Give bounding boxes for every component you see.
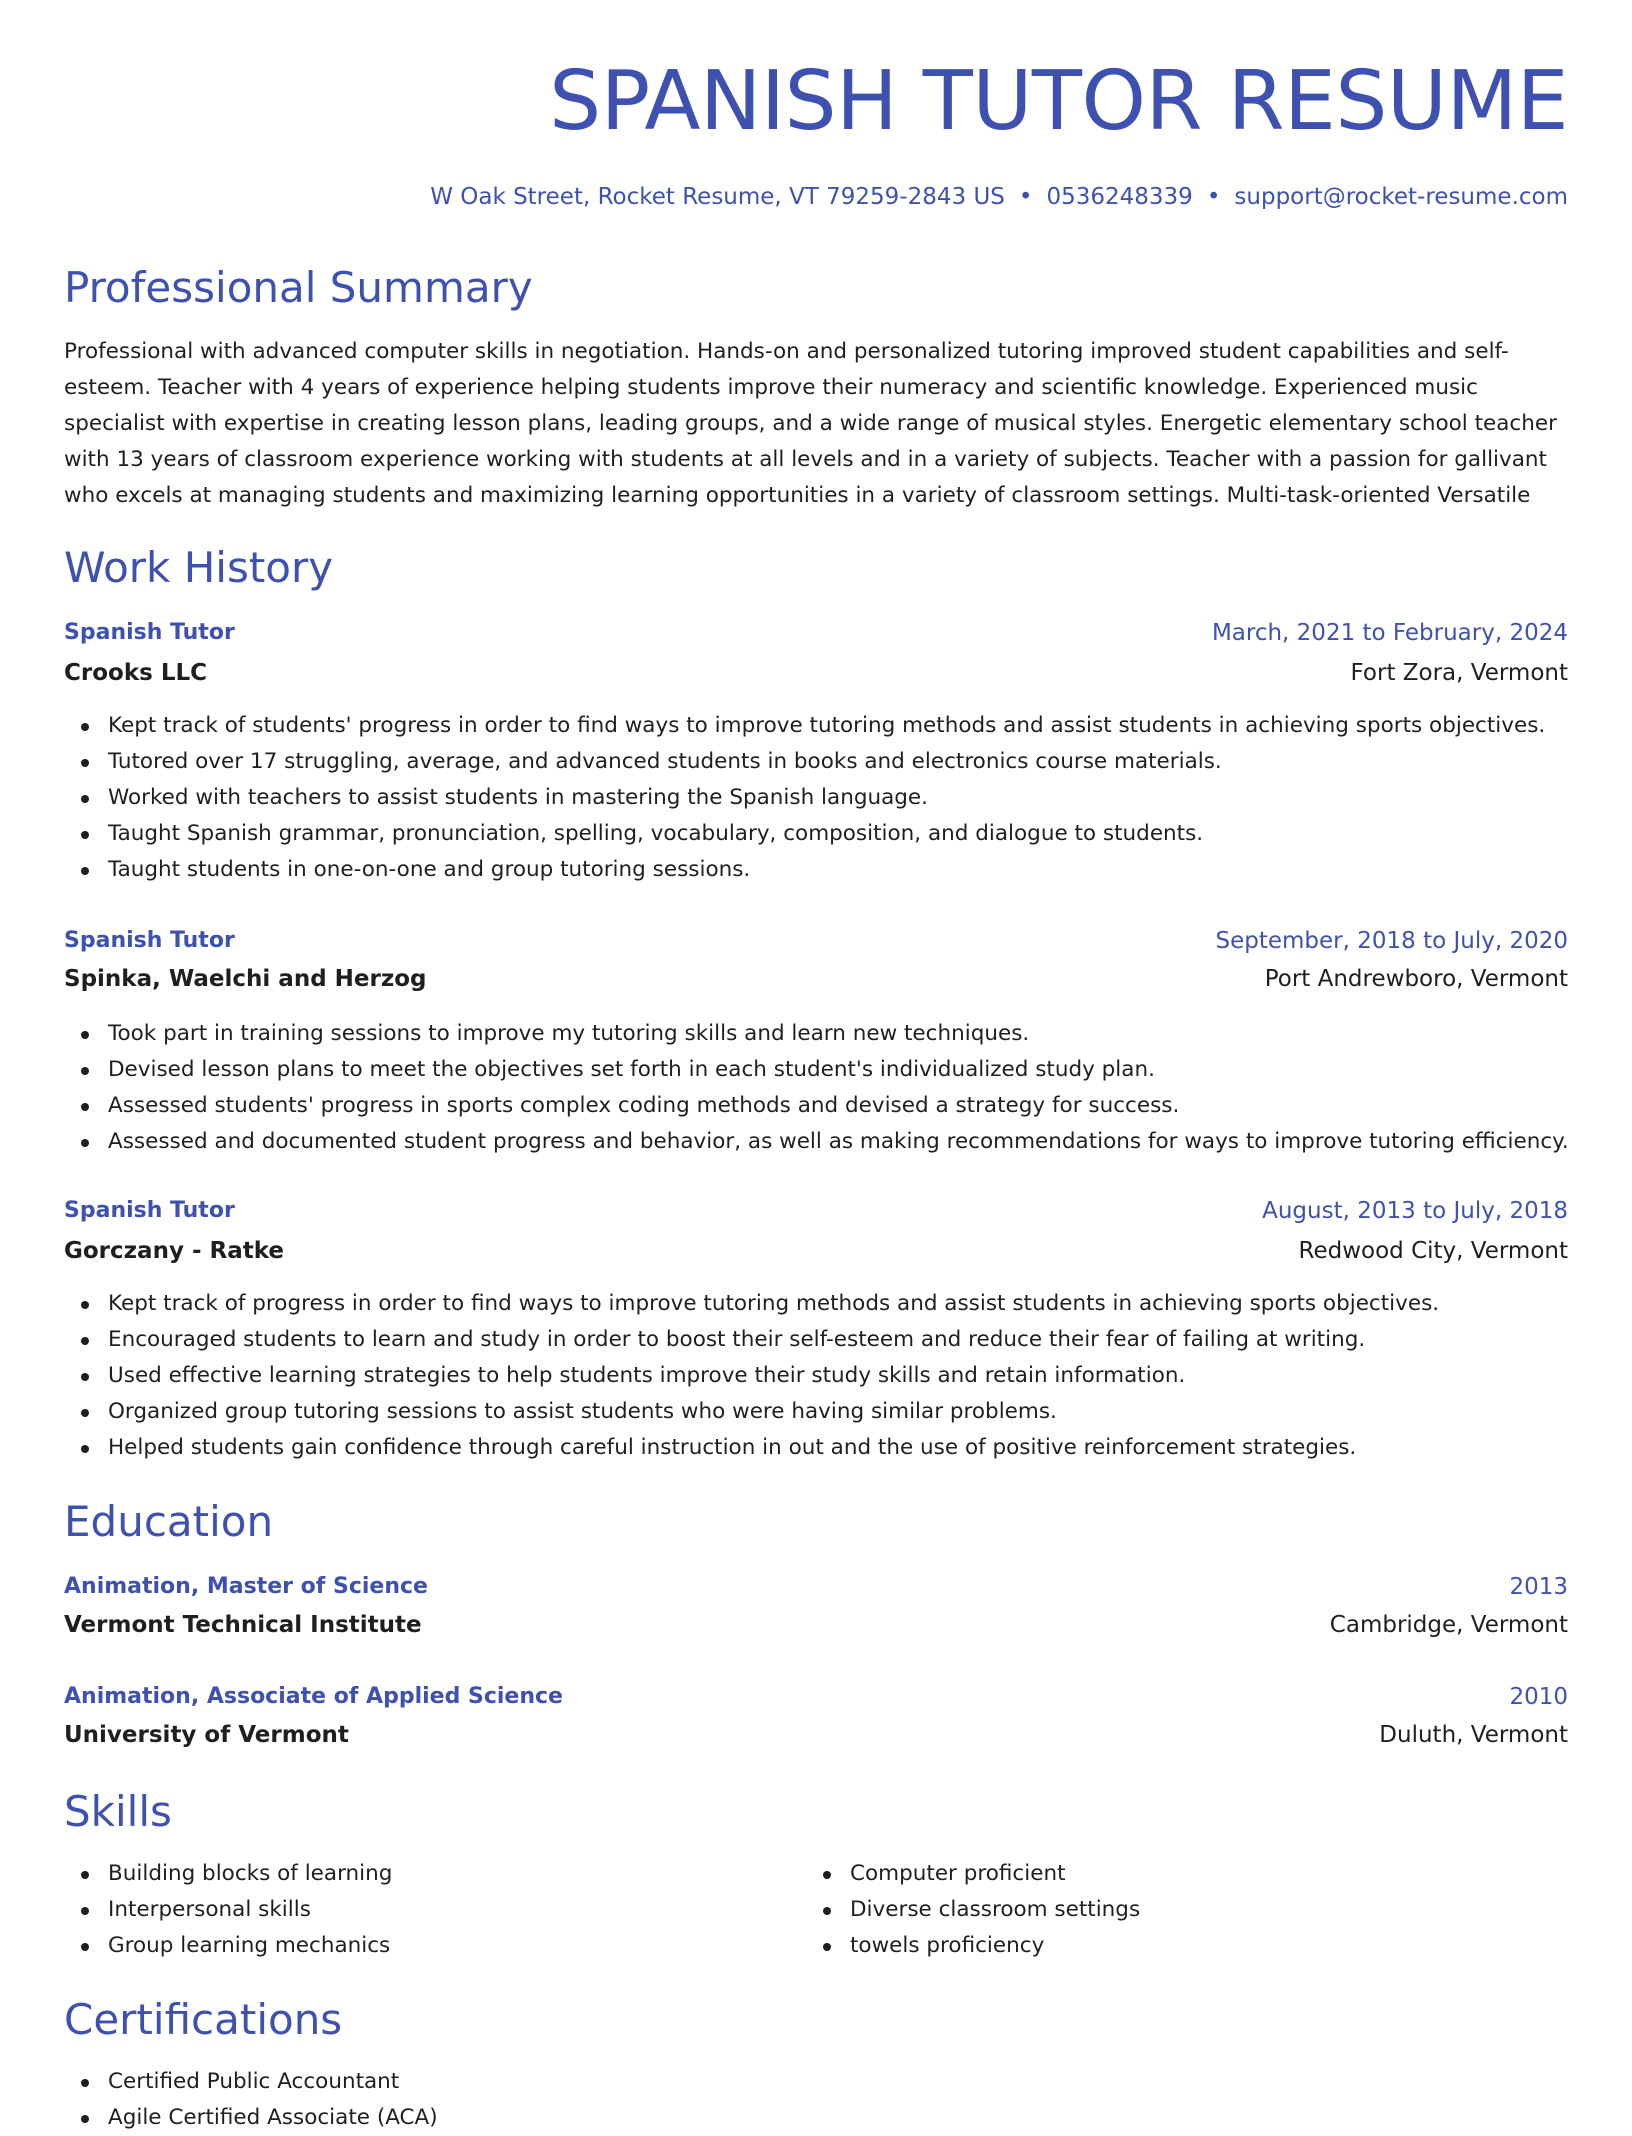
- job-bullets: [64, 708, 1568, 888]
- summary-heading: Professional Summary: [64, 263, 533, 312]
- education-year: 2013: [1509, 1574, 1568, 1600]
- education-location: Duluth, Vermont: [1379, 1722, 1568, 1748]
- education-school-row: [64, 1606, 1568, 1644]
- job-title-row: [64, 614, 1568, 652]
- contact-separator: •: [1018, 184, 1033, 210]
- education-degree-row: [64, 1678, 1568, 1716]
- list-item: Diverse classroom settings: [806, 1892, 1632, 1928]
- job-bullets: [64, 1286, 1568, 1466]
- education-school: Vermont Technical Institute: [64, 1612, 422, 1638]
- job-bullets: [64, 1016, 1568, 1160]
- certifications-list: [64, 2064, 1568, 2136]
- education-school: University of Vermont: [64, 1722, 349, 1748]
- education-location: Cambridge, Vermont: [1329, 1612, 1568, 1638]
- education-degree: Animation, Master of Science: [64, 1574, 428, 1599]
- job-location: Redwood City, Vermont: [1298, 1238, 1568, 1264]
- contact-line: [430, 180, 1568, 214]
- list-item: Interpersonal skills: [64, 1892, 1568, 1928]
- list-item: Group learning mechanics: [64, 1928, 1568, 1964]
- job-company: Crooks LLC: [64, 660, 208, 686]
- job-company: Spinka, Waelchi and Herzog: [64, 966, 427, 992]
- list-item: Organized group tutoring sessions to assist students who were having similar problems.: [64, 1394, 1568, 1430]
- job-dates: March, 2021 to February, 2024: [1211, 620, 1568, 646]
- job-company: Gorczany - Ratke: [64, 1238, 284, 1264]
- list-item: Assessed and documented student progress and behavior, as well as making recommendations for ways to improve tutoring efficiency.: [64, 1124, 1568, 1160]
- contact-address: W Oak Street, Rocket Resume, VT 79259-2843 US: [430, 184, 1005, 210]
- job-company-row: [64, 960, 1568, 998]
- contact-email: support@rocket-resume.com: [1234, 184, 1568, 210]
- resume-page: [64, 0, 1569, 2130]
- list-item: towels proficiency: [806, 1928, 1632, 1964]
- list-item: Kept track of progress in order to find ways to improve tutoring methods and assist students in achieving sports objectives.: [64, 1286, 1568, 1322]
- list-item: Assessed students' progress in sports complex coding methods and devised a strategy for success.: [64, 1088, 1568, 1124]
- list-item: Certified Public Accountant: [64, 2064, 1568, 2100]
- skills-heading: Skills: [64, 1787, 172, 1836]
- job-title: Spanish Tutor: [64, 1198, 235, 1223]
- job-location: Fort Zora, Vermont: [1350, 660, 1568, 686]
- job-title-row: [64, 1192, 1568, 1230]
- summary-text: Professional with advanced computer skills in negotiation. Hands-on and personalized tutoring improved student capabilities and self-esteem. Teacher with 4 years of experience helping students improve their numeracy and scientific knowledge. Experienced music specialist with expertise in creating lesson plans, leading groups, and a wide range of musical styles. Energetic elementary school teacher with 13 years of classroom experience working with students at all levels and in a variety of subjects. Teacher with a passion for gallivant who excels at managing students and maximizing learning opportunities in a variety of classroom settings. Multi-task-oriented Versatile: [64, 339, 1557, 508]
- list-item: Took part in training sessions to improve my tutoring skills and learn new techniques.: [64, 1016, 1568, 1052]
- contact-separator: •: [1206, 184, 1221, 210]
- list-item: Encouraged students to learn and study in order to boost their self-esteem and reduce their fear of failing at writing.: [64, 1322, 1568, 1358]
- work-history-heading: Work History: [64, 543, 334, 592]
- list-item: Agile Certified Associate (ACA): [64, 2100, 1568, 2136]
- education-degree: Animation, Associate of Applied Science: [64, 1684, 563, 1709]
- list-item: Taught Spanish grammar, pronunciation, spelling, vocabulary, composition, and dialogue to students.: [64, 816, 1568, 852]
- list-item: Worked with teachers to assist students in mastering the Spanish language.: [64, 780, 1568, 816]
- job-dates: September, 2018 to July, 2020: [1215, 928, 1568, 954]
- list-item: Computer proficient: [806, 1856, 1632, 1892]
- list-item: Devised lesson plans to meet the objectives set forth in each student's individualized study plan.: [64, 1052, 1568, 1088]
- list-item: Used effective learning strategies to help students improve their study skills and retain information.: [64, 1358, 1568, 1394]
- certifications-heading: Certifications: [64, 1995, 343, 2044]
- education-degree-row: [64, 1568, 1568, 1606]
- job-company-row: [64, 654, 1568, 692]
- list-item: Tutored over 17 struggling, average, and advanced students in books and electronics course materials.: [64, 744, 1568, 780]
- list-item: Helped students gain confidence through careful instruction in out and the use of positive reinforcement strategies.: [64, 1430, 1568, 1466]
- education-heading: Education: [64, 1497, 274, 1546]
- job-location: Port Andrewboro, Vermont: [1264, 966, 1568, 992]
- list-item: Taught students in one-on-one and group tutoring sessions.: [64, 852, 1568, 888]
- resume-title: SPANISH TUTOR RESUME: [549, 54, 1568, 149]
- list-item: Kept track of students' progress in order to find ways to improve tutoring methods and assist students in achieving sports objectives.: [64, 708, 1568, 744]
- education-school-row: [64, 1716, 1568, 1754]
- job-title: Spanish Tutor: [64, 928, 235, 953]
- job-title-row: [64, 922, 1568, 960]
- skills-list-right: [806, 1856, 1632, 1964]
- education-year: 2010: [1509, 1684, 1568, 1710]
- job-company-row: [64, 1232, 1568, 1270]
- list-item: Building blocks of learning: [64, 1856, 1568, 1892]
- job-title: Spanish Tutor: [64, 620, 235, 645]
- contact-phone: 0536248339: [1046, 184, 1193, 210]
- job-dates: August, 2013 to July, 2018: [1262, 1198, 1568, 1224]
